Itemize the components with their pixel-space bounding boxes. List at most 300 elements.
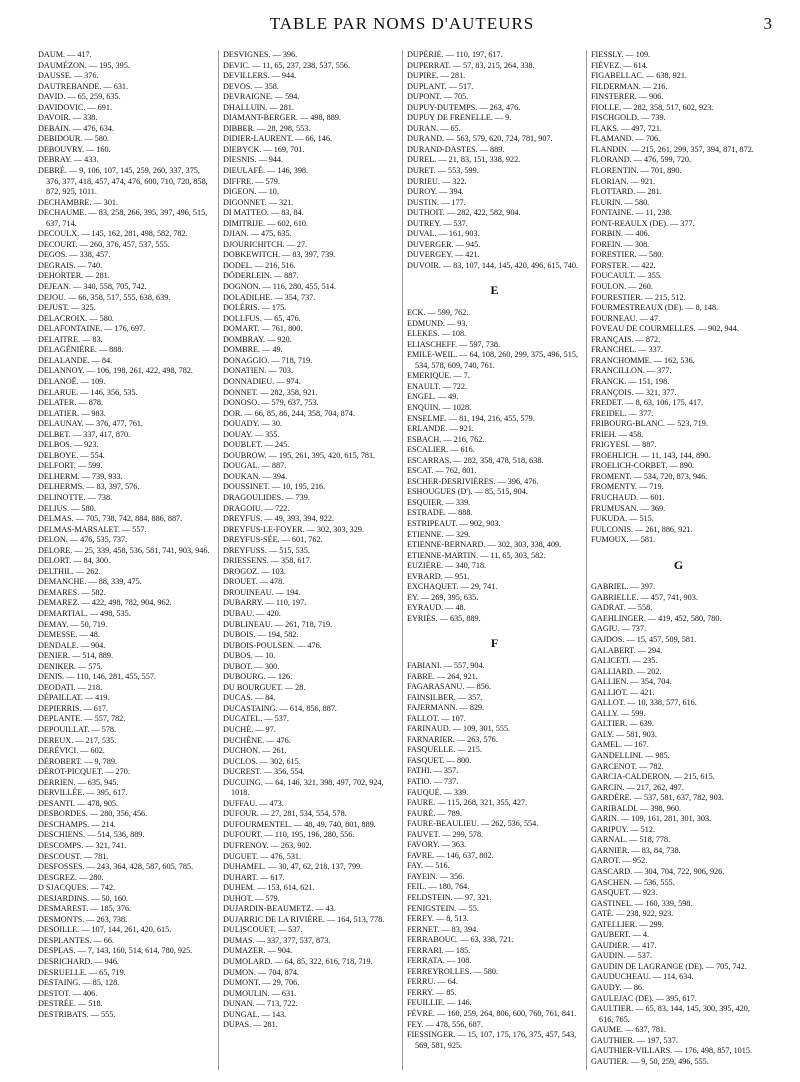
index-column-3 [402, 50, 586, 1070]
index-entry: FIESSLY. — 109. [591, 50, 651, 59]
index-entry: DENIER. — 514, 889. [38, 651, 114, 661]
index-entry: FOVEAU DE COURMELLES. — 902, 944. [591, 324, 739, 334]
index-entry: FAVRE. — 146, 637, 802. [407, 850, 494, 860]
index-entry: EVRARD. — 951. [407, 571, 470, 581]
index-entry: DUHART. — 617. [223, 872, 285, 882]
index-entry: DUMON. — 704, 874. [223, 967, 299, 977]
index-entry: DECHAMBRE. — 301. [38, 197, 119, 207]
index-entry: FAINSILBER. — 357. [407, 692, 483, 702]
index-entry: DEMARES. — 582. [38, 587, 106, 597]
index-entry: FÈVRE. — 160, 259, 264, 806, 600, 760, 761, 841. [407, 1009, 577, 1019]
index-entry: DUGUET. — 476, 531. [223, 851, 302, 861]
index-entry: FOURMESTREAUX (DE). — 8, 148. [591, 303, 719, 313]
index-entry: DOLADILHE. — 354, 737. [223, 292, 316, 302]
index-entry: GALABERT. — 294. [591, 645, 663, 655]
index-entry: DUPIRE. — 281. [407, 71, 466, 81]
index-entry: FERRATA. — 108. [407, 956, 472, 966]
index-entry: DÉROBERT. — 9, 789. [38, 756, 117, 766]
index-entry: DUPLANT. — 517. [407, 81, 474, 91]
index-entry: DUFOURT. — 110, 195, 196, 280, 556. [223, 830, 355, 840]
index-entry: FREDET. — 8, 63, 106, 175, 417. [591, 398, 704, 408]
index-entry: DREYFUSS. — 515, 535. [223, 545, 310, 555]
index-entry: ETIENNE. — 329. [407, 529, 471, 539]
index-entry: ESCHER-DESRIVIÈRES. — 396, 476. [407, 476, 539, 486]
index-entry: DELIUS. — 580. [38, 503, 96, 513]
index-entry: FAURE-BEAULIEU. — 262, 536, 554. [407, 819, 539, 829]
index-entry: GAMEL. — 167. [591, 740, 649, 750]
index-entry: DESGREZ. — 280. [38, 872, 104, 882]
index-entry: DUCAS. — 84. [223, 693, 276, 703]
index-entry: DONAGGIO. — 718, 719. [223, 355, 313, 365]
index-entry: FABRE. — 264, 921. [407, 671, 478, 681]
index-entry: GALLY. — 599. [591, 708, 646, 718]
index-entry: DJIAN. — 475, 635. [223, 229, 292, 239]
index-entry: GARIBALDI. — 398, 960. [591, 803, 682, 813]
index-entry: DAUMÉZON. — 195, 395. [38, 60, 130, 70]
index-entry: DUTREY. — 537. [407, 218, 468, 228]
index-entry: DEPIERRIS. — 617. [38, 703, 109, 713]
index-entry: DURIEU. — 322. [407, 176, 467, 186]
index-entry: DELAGÉNIÈRE. — 888. [38, 345, 124, 355]
index-entry: DELTHIL. — 262. [38, 566, 101, 576]
index-entry: DOMBRAY. — 920. [223, 334, 292, 344]
index-entry: DURET. — 553, 599. [407, 166, 479, 176]
index-entry: FLOTTARD. — 281. [591, 187, 662, 197]
index-entry: DELORT. — 84, 300. [38, 556, 111, 566]
index-entry: GAJDOS. — 15, 457, 509, 581. [591, 634, 697, 644]
index-entry: FLURIN. — 580. [591, 197, 650, 207]
index-entry: GAULEJAC (DE). — 395, 617. [591, 993, 697, 1003]
index-entry: DAVOIR. — 338. [38, 113, 98, 123]
index-entry: DOLLFUS. — 65, 476. [223, 313, 301, 323]
index-entry: DERRIEN. — 635, 945. [38, 777, 119, 787]
index-entry: DUFFAU. — 473. [223, 798, 284, 808]
index-entry: DOR. — 66, 85, 86, 244, 358, 704, 874. [223, 408, 355, 418]
index-entry: ETIENNE-MARTIN. — 11, 65, 303, 582. [407, 550, 546, 560]
index-entry: DÖDERLEIN. — 887. [223, 271, 299, 281]
index-entry: DELFORT. — 599. [38, 461, 103, 471]
index-entry: DEGOS. — 338, 457. [38, 250, 111, 260]
index-entry: ESTRADE. — 888. [407, 508, 473, 518]
index-entry: FABIANI. — 557, 904. [407, 660, 485, 670]
index-entry: DENIS. — 110, 146, 281, 455, 557. [38, 672, 156, 682]
index-entry: DUBLINEAU. — 261, 718, 719. [223, 619, 333, 629]
index-entry: DOMBRE. — 49. [223, 345, 283, 355]
index-entry: GAUDY. — 86. [591, 983, 645, 993]
index-entry: DRAGOIU. — 722. [223, 503, 290, 513]
index-entry: FRIEH. — 458. [591, 429, 644, 439]
index-entry: EDMUND. — 93. [407, 318, 468, 328]
index-entry: DUMAS. — 337, 377, 537, 873. [223, 935, 331, 945]
index-entry: DENIKER. — 575. [38, 661, 103, 671]
index-entry: GAUTHIER-VILLARS. — 176, 498, 857, 1015. [591, 1046, 753, 1056]
index-entry: FILDERMAN. — 216. [591, 81, 668, 91]
index-entry: DELMAS. — 705, 738, 742, 884, 886, 887. [38, 514, 183, 524]
index-entry: FOREIN. — 308. [591, 239, 650, 249]
index-column-1 [34, 50, 218, 1070]
index-entry: FLANDIN. — 215, 261, 299, 357, 394, 871, 872. [591, 144, 754, 154]
index-entry: FORBIN. — 406. [591, 229, 650, 239]
index-entry: DELALANDE. — 84. [38, 355, 113, 365]
index-entry: DUVERGER. — 945. [407, 239, 481, 249]
index-entry: DEVIC. — 11, 65, 237, 238, 537, 556. [223, 60, 351, 70]
index-entry: DUHOT. — 579. [223, 893, 280, 903]
index-entry: ELEKES. — 108. [407, 329, 467, 339]
index-entry: FERRARI. — 185. [407, 945, 471, 955]
index-entry: FONTAINE. — 11, 238. [591, 208, 672, 218]
index-entry: GAGIU. — 737. [591, 624, 647, 634]
index-entry: FRANÇOIS. — 321, 377. [591, 387, 677, 397]
index-entry: DUPERRAT. — 57, 83, 215, 264, 338. [407, 60, 535, 70]
index-entry: DELBOS. — 923. [38, 440, 99, 450]
index-entry: GARIPUY. — 512. [591, 824, 655, 834]
index-entry: GATELLIER. — 299. [591, 919, 664, 929]
index-entry: GASCHEN. — 536, 555. [591, 877, 675, 887]
index-entry: FLORIAN. — 921. [591, 176, 656, 186]
index-entry: FARINAUD. — 109, 301, 555. [407, 724, 511, 734]
index-entry: DOUKAN. — 394. [223, 471, 288, 481]
index-entry: ESTRIPEAUT. — 902, 903. [407, 518, 501, 528]
index-entry: GARCENOT. — 782. [591, 761, 664, 771]
index-entry: GASQUET. — 923. [591, 888, 658, 898]
index-entry: DIESNIS. — 944. [223, 155, 284, 165]
index-entry: GASCARD. — 304, 704, 722, 906, 926. [591, 867, 725, 877]
index-entry: DUHAMEL. — 30, 47, 62, 218, 137, 799. [223, 862, 363, 872]
index-entry: DUBOURG. — 126. [223, 672, 293, 682]
index-entry: GAUDIN. — 537. [591, 951, 652, 961]
index-entry: EXCHAQUET. — 29, 741. [407, 582, 498, 592]
index-entry: EYRIÈS. — 635, 889. [407, 613, 481, 623]
index-entry: DESRICHARD. — 946. [38, 957, 119, 967]
index-entry: FELDSTEIN. — 97, 321. [407, 893, 492, 903]
index-entry: DEMARTIAL. — 498, 535. [38, 608, 131, 618]
index-entry: DELBET. — 337, 417, 870. [38, 429, 131, 439]
index-entry: FASQUELLE. — 215. [407, 745, 482, 755]
index-entry: DONOSO. — 579, 637, 753. [223, 398, 319, 408]
index-entry: DODEL. — 216, 516. [223, 260, 296, 270]
index-entry: DESTAING. — 85, 128. [38, 978, 120, 988]
index-entry: DURAND. — 563, 579, 620, 724, 781, 907. [407, 134, 553, 144]
section-letter: E [490, 283, 499, 298]
index-entry: DIMITRIJE. — 602, 610. [223, 218, 309, 228]
index-entry: DUCHÊNE. — 476. [223, 735, 291, 745]
page-header [32, 14, 772, 42]
index-entry: DEJUST. — 325. [38, 303, 96, 313]
index-entry: ESCALIER. — 616. [407, 445, 475, 455]
index-entry: FEREY. — 8, 513. [407, 914, 469, 924]
index-entry: GAROT. — 952. [591, 856, 648, 866]
index-entry: DONNADIEU. — 974. [223, 376, 301, 386]
index-entry: FINSTERER. — 906. [591, 92, 664, 102]
index-entry: FAVORY. — 363. [407, 840, 467, 850]
index-entry: DESVIGNES. — 396. [223, 50, 298, 59]
index-entry: DUBOT. — 300. [223, 661, 280, 671]
index-entry: GATÉ. — 238, 922, 923. [591, 909, 674, 919]
index-entry: FRUMUSAN. — 369. [591, 503, 666, 513]
index-entry: GAULTIER. — 65, 83, 144, 145, 300, 395, 420, 616, 765. [591, 1004, 750, 1024]
index-entry: FOULON. — 260. [591, 282, 653, 292]
index-entry: DRIESSENS. — 358, 617. [223, 556, 312, 566]
index-entry: ERLANDE. — 921. [407, 424, 474, 434]
index-entry: DOUADY. — 30. [223, 419, 282, 429]
index-entry: DESPLANTES. — 66. [38, 935, 114, 945]
index-entry: FATIO. — 737. [407, 777, 459, 786]
index-entry: FRANCK. — 151, 198. [591, 376, 670, 386]
index-entry: DOBKEWITCH. — 83, 397, 739. [223, 250, 336, 260]
index-entry: DEMAY. — 50, 719. [38, 619, 108, 629]
index-entry: DUPUY DE FRENELLE. — 9. [407, 113, 512, 123]
index-entry: DEVOS. — 358. [223, 81, 279, 91]
index-entry: DU BOURGUET. — 28. [223, 682, 306, 692]
index-entry: GALTIER. — 639. [591, 719, 654, 729]
index-entry: DUMONT. — 29, 706. [223, 978, 300, 988]
index-entry: ESQUIER. — 339. [407, 497, 471, 507]
index-entry: DAVID. — 65, 259, 635. [38, 92, 121, 102]
index-entry: DUMAZER. — 904. [223, 946, 293, 956]
index-entry: FERNET. — 83, 394. [407, 924, 479, 934]
index-entry: DIFFRE. — 579. [223, 176, 280, 186]
index-entry: FRIBOURG-BLANC. — 523, 719. [591, 419, 708, 429]
index-entry: FRANÇAIS. — 872. [591, 334, 661, 344]
index-entry: FEY. — 478, 556, 687. [407, 1019, 483, 1029]
index-entry: DELAITRE. — 83. [38, 334, 103, 344]
section-letter: F [490, 636, 499, 651]
index-entry: DREYFUS-LE-FOYER. — 302, 303, 329. [223, 524, 365, 534]
index-entry: DOGNON. — 116, 280, 455, 514. [223, 282, 336, 292]
index-entry: FRANCHOMME. — 162, 536. [591, 355, 695, 365]
index-entry: DELMAS-MARSALET. — 557. [38, 524, 147, 534]
index-entry: FAUVET. — 299, 578. [407, 829, 484, 839]
index-entry: FUMOUX. — 581. [591, 535, 656, 545]
index-entry: DUCHÉ. — 97. [223, 725, 276, 734]
index-entry: DJOURICHITCH. — 27. [223, 239, 308, 249]
index-entry: DELHERM. — 739, 933. [38, 471, 123, 481]
index-column-4 [586, 50, 770, 1070]
index-entry: GARNAL. — 518, 778. [591, 835, 671, 845]
index-entry: FENIGSTEIN. — 55. [407, 903, 479, 913]
index-entry: FAY. — 516. [407, 861, 450, 871]
index-entry: DAUTREBANDE. — 631. [38, 81, 129, 91]
index-entry: FROELICH-CORBET. — 890. [591, 461, 695, 471]
index-entry: DEHORTER. — 281. [38, 271, 110, 281]
index-entry: FONT-REAULX (DE). — 377. [591, 218, 695, 228]
index-entry: DOUBLET. — 245. [223, 440, 290, 450]
index-entry: FAURE. — 115, 268, 321, 355, 427. [407, 798, 528, 808]
index-entry: DELAUNAY. — 376, 477, 761. [38, 419, 144, 429]
index-entry: ESCARRAS. — 282, 358, 478, 518, 638. [407, 455, 544, 465]
index-entry: DELBOYE. — 554. [38, 450, 105, 460]
index-entry: DUJARDIN-BEAUMETZ. — 43. [223, 904, 336, 914]
page-title: TABLE PAR NOMS D'AUTEURS [269, 14, 535, 33]
index-entry: DUPÉRIÉ. — 110, 197, 617. [407, 50, 503, 59]
index-entry: FASQUET. — 800. [407, 755, 472, 765]
index-entry: DEMESSE. — 48. [38, 630, 100, 640]
index-entry: ECK. — 599, 762. [407, 308, 469, 318]
index-entry: DURAND-DASTES. — 889. [407, 144, 505, 154]
index-entry: DUMOULIN. — 631. [223, 988, 297, 998]
index-entry: DESCHAMPS. — 214. [38, 819, 116, 829]
index-entry: DAUM. — 417. [38, 50, 92, 59]
index-entry: DUSTIN. — 177. [407, 197, 466, 207]
index-column-2 [218, 50, 402, 1070]
index-entry: GARCIN. — 217, 262, 497. [591, 782, 684, 792]
index-entry: DUCREST. — 356, 554. [223, 767, 305, 777]
index-entry: DELHERMS. — 83, 397, 576. [38, 482, 140, 492]
index-entry: FORESTIER. — 580. [591, 250, 664, 260]
index-entry: ELIASCHEFF. — 597, 738. [407, 339, 501, 349]
index-entry: DUBAU. — 420. [223, 608, 281, 618]
index-entry: DEREUX. — 217, 535. [38, 735, 117, 745]
index-entry: DEGRAIS. — 740. [38, 260, 103, 270]
index-entry: FEIL. — 180, 764. [407, 882, 470, 892]
index-entry: DROGOZ. — 103. [223, 566, 286, 576]
index-entry: GALLIARD. — 202. [591, 666, 662, 676]
index-entry: FULCONIS. — 261, 886, 921. [591, 524, 693, 534]
index-entry: FRUCHAUD. — 601. [591, 492, 665, 502]
index-entry: DEBRÉ. — 9, 106, 107, 145, 259, 260, 337, 375, 376, 377, 418, 457, 474, 476, 600, 710, 720, 858, 872, 925, 1011. [38, 166, 208, 197]
index-entry: DROUINEAU. — 194. [223, 587, 301, 597]
index-entry: DIDIER-LAURENT. — 66, 146. [223, 134, 332, 144]
index-entry: DUPONT. — 705. [407, 92, 469, 102]
index-entry: DEBAIN. — 476, 634. [38, 123, 114, 133]
index-entry: DESPLAS. — 7, 143, 160, 514, 614, 780, 925. [38, 946, 193, 956]
index-entry: FLAKS. — 497, 721. [591, 123, 662, 133]
index-entry: DESBORDES. — 280, 356, 456. [38, 809, 148, 819]
index-entry: ENAULT. — 722. [407, 381, 468, 391]
index-entry: GARDÈRE. — 537, 581, 637, 782, 903. [591, 793, 724, 803]
index-entry: FLAMAND. — 706. [591, 134, 661, 144]
index-entry: DESMONTS. — 263, 738. [38, 914, 128, 924]
index-entry: DESCHIENS. — 514, 536, 889. [38, 830, 145, 840]
index-entry: DUMOLARD. — 64, 85, 322, 616, 718, 719. [223, 957, 373, 967]
index-entry: GABRIELLE. — 457, 741, 903. [591, 592, 698, 602]
index-entry: DAUSSE. — 376. [38, 71, 99, 81]
index-entry: FISCHGOLD. — 739. [591, 113, 666, 123]
index-entry: DELON. — 476, 535, 737. [38, 535, 128, 545]
index-entry: DESJARDINS. — 50, 160. [38, 893, 129, 903]
index-entry: DELORE. — 25, 339, 458, 536, 581, 741, 903, 946. [38, 545, 210, 555]
index-entry: DEMAREZ. — 422, 498, 782, 904, 962. [38, 598, 172, 608]
index-entry: DESMAREST. — 185, 376. [38, 904, 132, 914]
index-entry: DELANNOY. — 106, 198, 261, 422, 498, 782. [38, 366, 193, 376]
index-entry: GALLIEN. — 354, 704. [591, 677, 672, 687]
index-entry: DUCLOS. — 302, 615. [223, 756, 301, 766]
index-entry: EY. — 269, 395, 635. [407, 592, 479, 602]
index-entry: DENDALE. — 904. [38, 640, 106, 650]
index-entry: DESANTI. — 478, 905. [38, 798, 119, 808]
index-entry: DOUBROW. — 195, 261, 395, 420, 615, 781. [223, 450, 376, 460]
index-entry: DUROY. — 394. [407, 187, 464, 197]
index-entry: FERRABOUC. — 63, 338, 721. [407, 935, 514, 945]
index-entry: ENSELME. — 81, 194, 216, 455, 579. [407, 413, 535, 423]
index-entry: DUNGAL. — 143. [223, 1009, 287, 1019]
index-entry: DESFOSSES. — 243, 364, 428, 587, 605, 785. [38, 862, 194, 872]
index-entry: DELATER. — 878. [38, 398, 104, 408]
index-entry: DOUSSINET. — 10, 195, 216. [223, 482, 326, 492]
index-entry: DESCOMPS. — 321, 741. [38, 841, 127, 851]
index-entry: DÉPAILLAT. — 419. [38, 693, 110, 703]
index-entry: GASTINEL. — 160, 339, 598. [591, 898, 693, 908]
index-entry: DELATIER. — 983. [38, 408, 106, 418]
index-entry: DI MATTEO. — 83, 84. [223, 208, 304, 218]
index-entry: DOUGAL. — 887. [223, 461, 287, 471]
index-entry: GAUME. — 637, 781. [591, 1025, 667, 1035]
index-entry: DEBOUVRY. — 160. [38, 144, 111, 154]
index-entry: GAUDUCHEAU. — 114, 634. [591, 972, 694, 982]
index-entry: DUREL. — 21, 83, 151, 338, 922. [407, 155, 521, 165]
index-entry: FAJERMANN. — 829. [407, 703, 485, 713]
index-entry: ETIENNE-BERNARD. — 302, 303, 338, 409. [407, 540, 562, 550]
index-entry: FREIDEL. — 377. [591, 408, 654, 418]
index-entry: DRAGOULIDES. — 739. [223, 492, 310, 502]
index-entry: DESTRÉE. — 518. [38, 999, 103, 1009]
index-entry: DEJOU. — 66, 358, 517, 555, 638, 639. [38, 292, 171, 302]
index-entry: DIGONNET. — 321. [223, 197, 294, 207]
index-entry: DUVAL. — 161, 903. [407, 229, 480, 239]
index-entry: DESOILLE. — 107, 144, 261, 420, 615. [38, 925, 172, 935]
index-entry: ENGEL. — 49. [407, 392, 459, 402]
index-entry: DIGEON. — 10. [223, 187, 279, 197]
index-entry: DOUAY. — 355. [223, 429, 280, 439]
index-entry: DECOURT. — 260, 376, 457, 537, 555. [38, 239, 170, 249]
index-entry: FRANCILLON. — 377. [591, 366, 672, 376]
index-entry: DEJEAN. — 340, 558, 705, 742. [38, 282, 147, 292]
index-entry: FLORENTIN. — 701, 890. [591, 166, 682, 176]
index-entry: DIEULAFÉ. — 146, 398. [223, 166, 309, 176]
index-entry: DUTHOIT. — 282, 422, 582, 904. [407, 208, 521, 218]
index-entry: FLORAND. — 476, 599, 720. [591, 155, 692, 165]
index-entry: DUCATEL. — 537. [223, 714, 289, 724]
index-entry: DUCHON. — 261. [223, 746, 287, 756]
index-entry: DUPUY-DUTEMPS. — 263, 476. [407, 102, 521, 112]
index-entry: FAGARASANU. — 856. [407, 682, 492, 692]
index-entry: DIBBER. — 28, 298, 553. [223, 123, 311, 133]
index-entry: DESCOUST. — 781. [38, 851, 109, 861]
index-entry: DUCASTAING. — 614, 856, 887. [223, 703, 337, 713]
page-number: 3 [763, 14, 772, 33]
index-entry: DEPOUILLAT. — 578. [38, 725, 117, 734]
index-entry: DREYFUS. — 49, 393, 394, 922. [223, 514, 334, 524]
index-entry: FALLOT. — 107. [407, 713, 466, 723]
index-entry: DEVRAIGNE. — 594. [223, 92, 300, 102]
index-entry: FOURNEAU. — 47. [591, 313, 661, 323]
index-entry: EUZIÈRE. — 340, 718. [407, 561, 487, 571]
index-entry: DUHEM. — 153, 614, 621. [223, 883, 315, 893]
index-entry: FIÉVEZ. — 614. [591, 60, 648, 70]
index-entry: FRIGYESI. — 887. [591, 440, 657, 450]
index-entry: FIESSINGER. — 15, 107, 175, 176, 375, 457, 543, 569, 581, 925. [407, 1030, 577, 1050]
index-entry: DELINOTTE. — 738. [38, 492, 113, 502]
index-entry: GALLIOT. — 421. [591, 687, 655, 697]
index-entry: DUFOURMENTEL. — 48, 49, 740, 801, 889. [223, 819, 376, 829]
index-entry: D SJACQUES. — 742. [38, 883, 116, 893]
index-entry: DUVOIR. — 83, 107, 144, 145, 420, 496, 615, 740. [407, 260, 579, 270]
index-entry: DOMART. — 761, 800. [223, 324, 303, 334]
section-letter: G [673, 557, 684, 572]
index-entry: FROMENTY. — 719. [591, 482, 664, 492]
index-entry: GALLOT. — 10, 338, 577, 616. [591, 698, 697, 708]
index-entry: FOURESTIER. — 215, 512. [591, 292, 686, 302]
index-entry: GADRAT. — 558. [591, 603, 653, 613]
author-index [34, 50, 770, 1070]
index-entry: GALY. — 581, 903. [591, 729, 657, 739]
index-entry: FROEHLICH. — 11, 143, 144, 890. [591, 450, 711, 460]
index-entry: DUBOIS-POULSEN. — 476. [223, 640, 322, 650]
index-entry: DOLÉRIS. — 175. [223, 303, 287, 313]
index-entry: DONNET. — 282, 358, 921. [223, 387, 318, 397]
index-entry: DELANOË. — 109. [38, 376, 106, 386]
index-entry: FAURÉ. — 789. [407, 808, 462, 818]
